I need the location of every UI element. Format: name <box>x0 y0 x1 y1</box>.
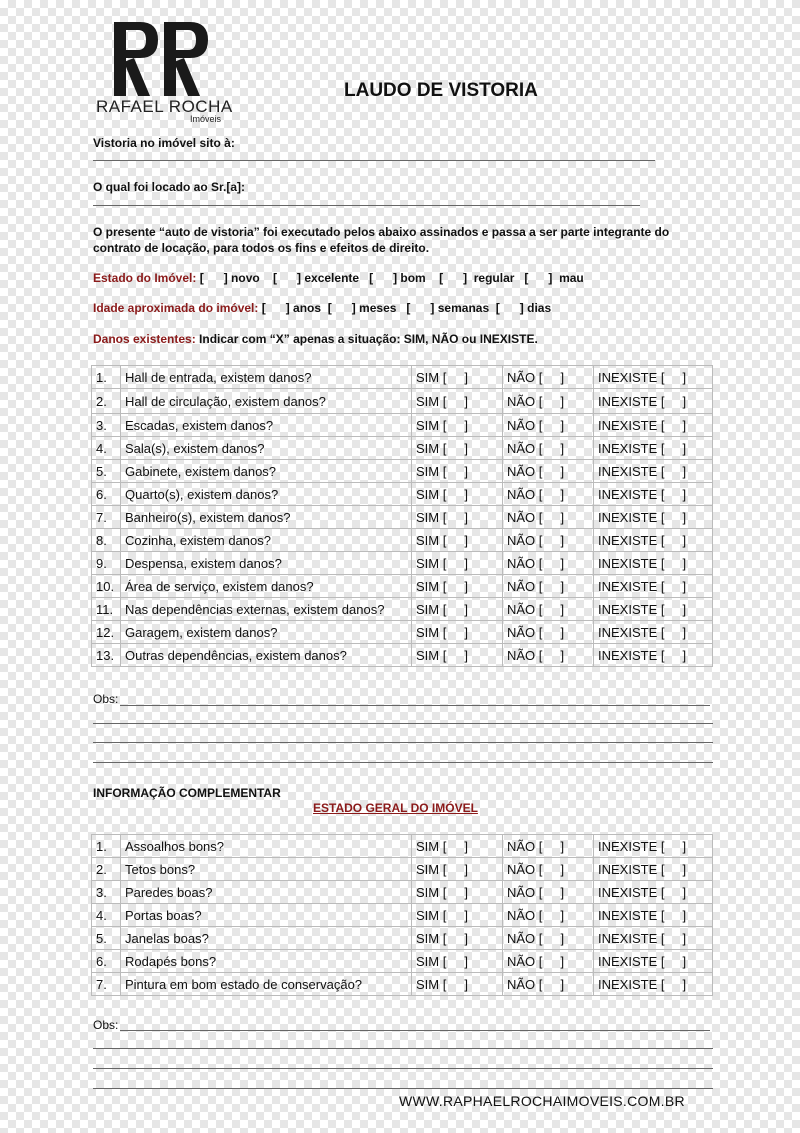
table-row <box>92 881 713 904</box>
nao-checkbox[interactable]: NÃO [ ] <box>503 598 594 621</box>
row-question: Janelas boas? <box>121 927 412 950</box>
row-number: 3. <box>92 881 121 904</box>
nao-checkbox[interactable]: NÃO [ ] <box>503 881 594 904</box>
estado-options[interactable]: [ ] novo [ ] excelente [ ] bom [ ] regular [ ] mau <box>199 271 584 285</box>
row-number: 2. <box>92 858 121 881</box>
obs-line[interactable] <box>93 723 713 724</box>
row-question: Área de serviço, existem danos? <box>121 575 412 598</box>
row-number: 4. <box>92 904 121 927</box>
idade-row <box>93 301 551 315</box>
inexiste-checkbox[interactable]: INEXISTE [ ] <box>594 575 713 598</box>
idade-options[interactable]: [ ] anos [ ] meses [ ] semanas [ ] dias <box>261 301 552 315</box>
nao-checkbox[interactable]: NÃO [ ] <box>503 437 594 460</box>
sim-checkbox[interactable]: SIM [ ] <box>412 644 503 667</box>
row-question: Gabinete, existem danos? <box>121 460 412 483</box>
inexiste-checkbox[interactable]: INEXISTE [ ] <box>594 414 713 437</box>
row-number: 2. <box>92 389 121 414</box>
row-number: 6. <box>92 483 121 506</box>
row-number: 7. <box>92 973 121 996</box>
row-question: Cozinha, existem danos? <box>121 529 412 552</box>
obs-line[interactable] <box>93 762 713 763</box>
obs-line[interactable] <box>120 1030 710 1031</box>
table-row <box>92 414 713 437</box>
sim-checkbox[interactable]: SIM [ ] <box>412 835 503 858</box>
logo-wordmark: RAFAEL ROCHA <box>96 97 233 116</box>
nao-checkbox[interactable]: NÃO [ ] <box>503 414 594 437</box>
inexiste-checkbox[interactable]: INEXISTE [ ] <box>594 881 713 904</box>
sim-checkbox[interactable]: SIM [ ] <box>412 621 503 644</box>
inexiste-checkbox[interactable]: INEXISTE [ ] <box>594 598 713 621</box>
rr-monogram-icon <box>100 18 220 100</box>
danos-text: Indicar com “X” apenas a situação: SIM, NÃO ou INEXISTE. <box>199 332 538 346</box>
table-row <box>92 437 713 460</box>
sim-checkbox[interactable]: SIM [ ] <box>412 858 503 881</box>
table-row <box>92 644 713 667</box>
table-row <box>92 483 713 506</box>
row-number: 1. <box>92 835 121 858</box>
row-question: Paredes boas? <box>121 881 412 904</box>
row-number: 9. <box>92 552 121 575</box>
row-number: 1. <box>92 366 121 389</box>
row-question: Quarto(s), existem danos? <box>121 483 412 506</box>
inexiste-checkbox[interactable]: INEXISTE [ ] <box>594 529 713 552</box>
obs-line[interactable] <box>93 742 713 743</box>
nao-checkbox[interactable]: NÃO [ ] <box>503 552 594 575</box>
row-number: 10. <box>92 575 121 598</box>
nao-checkbox[interactable]: NÃO [ ] <box>503 483 594 506</box>
idade-label: Idade aproximada do imóvel: <box>93 301 259 315</box>
row-question: Escadas, existem danos? <box>121 414 412 437</box>
nao-checkbox[interactable]: NÃO [ ] <box>503 950 594 973</box>
obs-label-1: Obs: <box>93 692 119 706</box>
inexiste-checkbox[interactable]: INEXISTE [ ] <box>594 483 713 506</box>
row-question: Banheiro(s), existem danos? <box>121 506 412 529</box>
inexiste-checkbox[interactable]: INEXISTE [ ] <box>594 973 713 996</box>
complementar-heading: INFORMAÇÃO COMPLEMENTAR <box>93 786 281 800</box>
imovel-line[interactable] <box>93 160 655 161</box>
nao-checkbox[interactable]: NÃO [ ] <box>503 366 594 389</box>
row-number: 12. <box>92 621 121 644</box>
imovel-label: Vistoria no imóvel sito à: <box>93 136 235 150</box>
inexiste-checkbox[interactable]: INEXISTE [ ] <box>594 927 713 950</box>
sim-checkbox[interactable]: SIM [ ] <box>412 437 503 460</box>
obs-line[interactable] <box>93 1048 713 1049</box>
footer-url[interactable]: WWW.RAPHAELROCHAIMOVEIS.COM.BR <box>399 1093 685 1109</box>
row-number: 8. <box>92 529 121 552</box>
nao-checkbox[interactable]: NÃO [ ] <box>503 644 594 667</box>
row-question: Portas boas? <box>121 904 412 927</box>
sim-checkbox[interactable]: SIM [ ] <box>412 552 503 575</box>
nao-checkbox[interactable]: NÃO [ ] <box>503 973 594 996</box>
sim-checkbox[interactable]: SIM [ ] <box>412 927 503 950</box>
logo-subtitle: Imóveis <box>190 114 222 124</box>
sim-checkbox[interactable]: SIM [ ] <box>412 881 503 904</box>
table-row <box>92 366 713 389</box>
row-question: Pintura em bom estado de conservação? <box>121 973 412 996</box>
sim-checkbox[interactable]: SIM [ ] <box>412 529 503 552</box>
row-question: Garagem, existem danos? <box>121 621 412 644</box>
nao-checkbox[interactable]: NÃO [ ] <box>503 621 594 644</box>
row-number: 5. <box>92 927 121 950</box>
company-logo <box>100 18 220 100</box>
row-question: Sala(s), existem danos? <box>121 437 412 460</box>
row-number: 11. <box>92 598 121 621</box>
table-row <box>92 950 713 973</box>
inexiste-checkbox[interactable]: INEXISTE [ ] <box>594 506 713 529</box>
estado-row <box>93 271 584 285</box>
document-title: LAUDO DE VISTORIA <box>344 80 538 101</box>
sim-checkbox[interactable]: SIM [ ] <box>412 575 503 598</box>
row-number: 4. <box>92 437 121 460</box>
table-row <box>92 598 713 621</box>
obs-line[interactable] <box>93 1088 713 1089</box>
nao-checkbox[interactable]: NÃO [ ] <box>503 389 594 414</box>
danos-row <box>93 332 538 346</box>
inexiste-checkbox[interactable]: INEXISTE [ ] <box>594 552 713 575</box>
locado-line[interactable] <box>93 205 640 206</box>
row-question: Assoalhos bons? <box>121 835 412 858</box>
row-question: Hall de circulação, existem danos? <box>121 389 412 414</box>
estado-label: Estado do Imóvel: <box>93 271 197 285</box>
sim-checkbox[interactable]: SIM [ ] <box>412 598 503 621</box>
inexiste-checkbox[interactable]: INEXISTE [ ] <box>594 366 713 389</box>
row-question: Tetos bons? <box>121 858 412 881</box>
inexiste-checkbox[interactable]: INEXISTE [ ] <box>594 621 713 644</box>
table-row <box>92 389 713 414</box>
intro-paragraph: O presente “auto de vistoria” foi executado pelos abaixo assinados e passa a ser parte integrante do contrato de locação, para todos os fins e efeitos de direito. <box>93 225 670 255</box>
danos-label: Danos existentes: <box>93 332 196 346</box>
nao-checkbox[interactable]: NÃO [ ] <box>503 506 594 529</box>
sim-checkbox[interactable]: SIM [ ] <box>412 506 503 529</box>
inexiste-checkbox[interactable]: INEXISTE [ ] <box>594 644 713 667</box>
table-row <box>92 460 713 483</box>
table-row <box>92 575 713 598</box>
table-row <box>92 529 713 552</box>
nao-checkbox[interactable]: NÃO [ ] <box>503 904 594 927</box>
inexiste-checkbox[interactable]: INEXISTE [ ] <box>594 389 713 414</box>
sim-checkbox[interactable]: SIM [ ] <box>412 950 503 973</box>
sim-checkbox[interactable]: SIM [ ] <box>412 366 503 389</box>
inexiste-checkbox[interactable]: INEXISTE [ ] <box>594 950 713 973</box>
obs-line[interactable] <box>93 1068 713 1069</box>
sim-checkbox[interactable]: SIM [ ] <box>412 460 503 483</box>
table-row <box>92 506 713 529</box>
nao-checkbox[interactable]: NÃO [ ] <box>503 575 594 598</box>
row-question: Hall de entrada, existem danos? <box>121 366 412 389</box>
table-row <box>92 835 713 858</box>
row-number: 13. <box>92 644 121 667</box>
inexiste-checkbox[interactable]: INEXISTE [ ] <box>594 437 713 460</box>
row-number: 5. <box>92 460 121 483</box>
nao-checkbox[interactable]: NÃO [ ] <box>503 835 594 858</box>
sim-checkbox[interactable]: SIM [ ] <box>412 414 503 437</box>
table-row <box>92 552 713 575</box>
obs-line[interactable] <box>120 705 710 706</box>
row-question: Despensa, existem danos? <box>121 552 412 575</box>
table-row <box>92 858 713 881</box>
row-question: Nas dependências externas, existem danos? <box>121 598 412 621</box>
row-question: Outras dependências, existem danos? <box>121 644 412 667</box>
row-number: 6. <box>92 950 121 973</box>
estado-geral-heading: ESTADO GERAL DO IMÓVEL <box>313 801 478 815</box>
row-number: 3. <box>92 414 121 437</box>
estado-geral-table <box>91 834 713 996</box>
table-row <box>92 904 713 927</box>
table-row <box>92 973 713 996</box>
inexiste-checkbox[interactable]: INEXISTE [ ] <box>594 835 713 858</box>
row-question: Rodapés bons? <box>121 950 412 973</box>
nao-checkbox[interactable]: NÃO [ ] <box>503 529 594 552</box>
row-number: 7. <box>92 506 121 529</box>
nao-checkbox[interactable]: NÃO [ ] <box>503 460 594 483</box>
inexiste-checkbox[interactable]: INEXISTE [ ] <box>594 460 713 483</box>
sim-checkbox[interactable]: SIM [ ] <box>412 483 503 506</box>
obs-label-2: Obs: <box>93 1018 119 1032</box>
inexiste-checkbox[interactable]: INEXISTE [ ] <box>594 858 713 881</box>
danos-table <box>91 365 713 667</box>
nao-checkbox[interactable]: NÃO [ ] <box>503 858 594 881</box>
sim-checkbox[interactable]: SIM [ ] <box>412 904 503 927</box>
sim-checkbox[interactable]: SIM [ ] <box>412 389 503 414</box>
table-row <box>92 621 713 644</box>
sim-checkbox[interactable]: SIM [ ] <box>412 973 503 996</box>
table-row <box>92 927 713 950</box>
locado-label: O qual foi locado ao Sr.[a]: <box>93 180 246 194</box>
nao-checkbox[interactable]: NÃO [ ] <box>503 927 594 950</box>
inexiste-checkbox[interactable]: INEXISTE [ ] <box>594 904 713 927</box>
